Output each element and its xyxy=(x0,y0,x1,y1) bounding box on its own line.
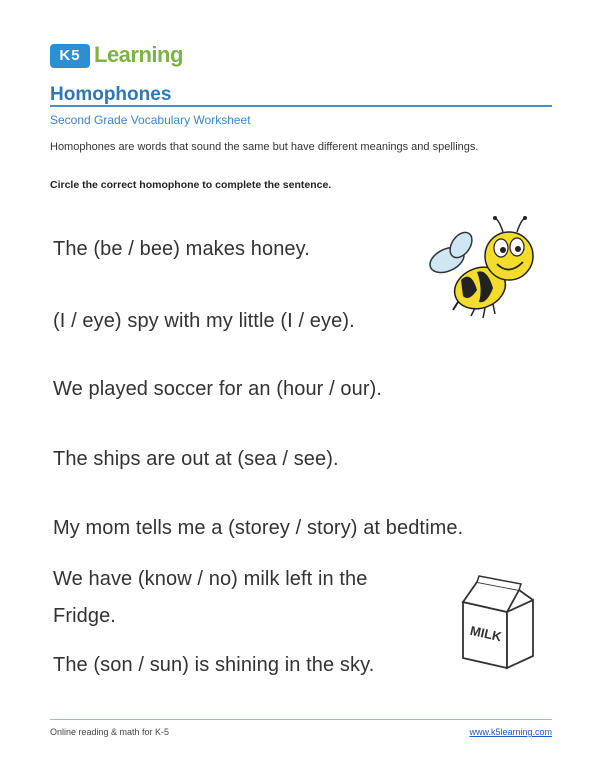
sentence-4: The ships are out at (sea / see). xyxy=(53,448,339,470)
page-subtitle: Second Grade Vocabulary Worksheet xyxy=(50,113,251,127)
sentence-7: The (son / sun) is shining in the sky. xyxy=(53,654,375,676)
sentence-2: (I / eye) spy with my little (I / eye). xyxy=(53,310,355,332)
sentence-6-line-2: Fridge. xyxy=(53,605,116,627)
sentence-5: My mom tells me a (storey / story) at bedtime. xyxy=(53,517,464,539)
page-title: Homophones xyxy=(50,84,172,105)
sentence-3: We played soccer for an (hour / our). xyxy=(53,378,383,400)
instruction-text: Circle the correct homophone to complete the sentence. xyxy=(50,179,332,191)
intro-text: Homophones are words that sound the same but have different meanings and spellings. xyxy=(50,141,479,153)
footer-website-link[interactable]: www.k5learning.com xyxy=(469,727,552,737)
footer-divider xyxy=(50,719,552,720)
milk-label: MILK xyxy=(468,622,503,645)
title-divider xyxy=(50,105,552,107)
sentence-1: The (be / bee) makes honey. xyxy=(53,238,310,260)
k5-learning-logo xyxy=(50,38,200,72)
footer-tagline: Online reading & math for K-5 xyxy=(50,727,170,737)
logo-badge: K5 xyxy=(50,44,90,68)
bee-icon xyxy=(425,210,540,330)
sentence-6-line-1: We have (know / no) milk left in the xyxy=(53,568,368,590)
logo-wordmark: Learning xyxy=(94,42,183,67)
milk-carton-icon xyxy=(455,572,540,672)
